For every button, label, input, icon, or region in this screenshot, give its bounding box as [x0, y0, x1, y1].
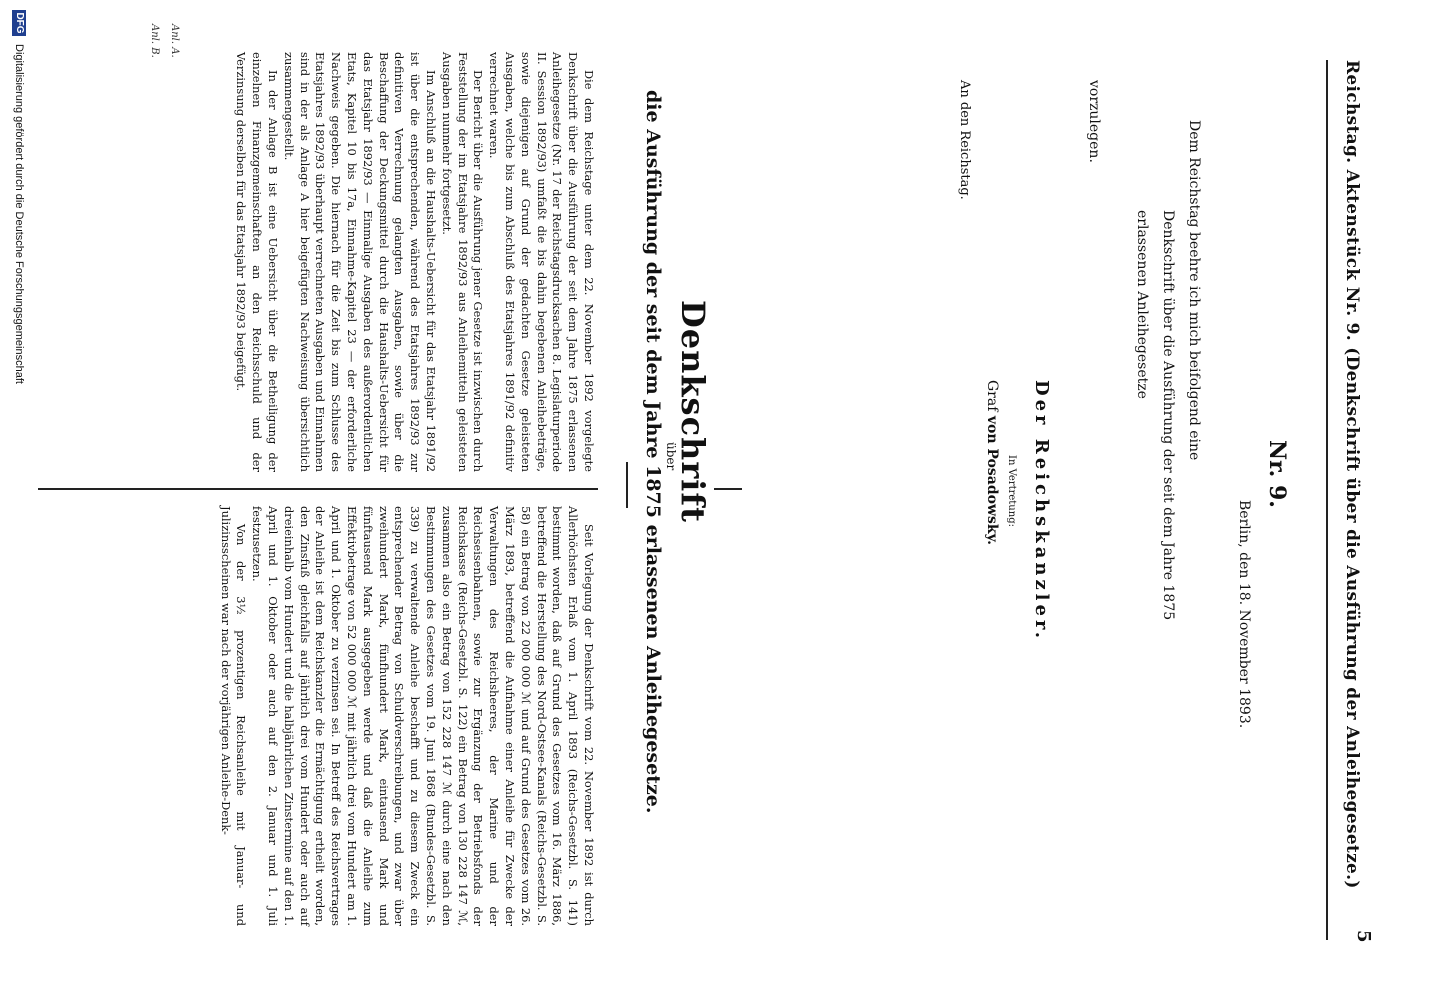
- document-title: Denkschrift: [674, 300, 712, 523]
- footer-credit: Digitalisierung gefördert durch die Deutsche Forschungsgemeinschaft: [13, 44, 25, 384]
- paragraph: Seit Vorlegung der Denkschrift vom 22. November 1892 ist durch Allerhöchsten Erlaß vom 1. April 1893 (Reichs-Gesetzbl. S. 141) bestimmt worden, daß auf Grund des Gesetzes vom 16. März 1886, betreffend die Herstellung des Nord-Ostsee-Kanals (Reichs-Gesetzbl. S. 58) ein Betrag von 22 000 000 ℳ und auf Grund des Gesetzes vom 26. März 1893, betreffend die Aufnahme einer Anleihe für Zwecke der Verwaltungen des Reichsheeres, der Marine und der Reichseisenbahnen, sowie zur Ergänzung der Betriebsfonds der Reichskasse (Reichs-Gesetzbl. S. 122) ein Betrag von 130 228 147 ℳ, zusammen also ein Betrag von 152 228 147 ℳ durch eine nach den Bestimmungen des Gesetzes vom 19. Juni 1868 (Bundes-Gesetzbl. S. 339) zu verwaltende Anleihe beschafft und zu diesem Zweck ein entsprechender Betrag von Schuldverschreibungen, und zwar über zweihundert Mark, fünfhundert Mark, eintausend Mark und fünftausend Mark ausgegeben werde und daß die Anleihe zum Effektivbetrage von 52 000 000 ℳ mit jährlich drei vom Hundert am 1. April und 1. Oktober zu verzinsen sei. In Betreff des Reichsvertrages der Anleihe ist dem Reichskanzler die Ermächtigung ertheilt worden, den Zinsfuß gleichfalls auf jährlich drei vom Hundert oder auch auf dreieinhalb vom Hundert und die halbjährlichen Zinstermine auf den 1. April und 1. Oktober oder auch auf den 2. Januar und 1. Juli festzusetzen.: [250, 506, 596, 926]
- paragraph: Die dem Reichstage unter dem 22. November 1892 vorgelegte Denkschrift über die Ausführung der seit dem Jahre 1875 erlassenen Anleihegesetze (Nr. 17 der Reichstagsdrucksachen 8. Legislaturperiode II. Session 1892/93) umfaßt die bis dahin begebenen Anleihebeträge, sowie diejenigen auf Grund der gedachten Gesetze geleisteten Ausgaben, welche bis zum Abschluß des Etatsjahres 1891/92 definitiv verrechnet waren.: [487, 52, 596, 472]
- paragraph: Der Bericht über die Ausführung jener Gesetze ist inzwischen durch Feststellung der im Etatsjahre 1892/93 aus Anleihemitteln geleisteten Ausgaben nunmehr fortgesetzt.: [439, 52, 486, 472]
- intro-line: erlassenen Anleihegesetze: [1134, 210, 1150, 399]
- signer-surname: von Posadowsky.: [984, 415, 1000, 545]
- header-rule: [1326, 60, 1328, 940]
- page-number: 5: [1353, 930, 1374, 943]
- signer-prefix: Graf: [984, 380, 1000, 412]
- running-head: Reichstag. Aktenstück Nr. 9. (Denkschrift über die Ausführung der Anleihegesetze.): [1342, 60, 1362, 889]
- paragraph: In der Anlage B ist eine Uebersicht über die Betheiligung der einzelnen Finanzgemeinschaften an den Reichsschuld und der Verzinsung derselben für das Etatsjahr 1892/93 beigefügt.: [234, 52, 281, 472]
- title-rule: [714, 488, 742, 490]
- dateline: Berlin, den 18. November 1893.: [1236, 500, 1252, 729]
- margin-note: Anl. B.: [149, 24, 160, 58]
- section-rule: [626, 462, 628, 508]
- left-column: [233, 52, 596, 472]
- salutation: Dem Reichstag beehre ich mich beifolgend eine: [1186, 120, 1202, 461]
- cover-letter: [1129, 120, 1207, 640]
- column-divider: [38, 488, 598, 490]
- recipient: An den Reichstag.: [957, 80, 972, 200]
- document-subtitle: die Ausführung der seit dem Jahre 1875 erlassenen Anleihegesetze.: [642, 90, 664, 814]
- dfg-logo: DFG: [12, 10, 26, 36]
- paragraph: Von der 3½ prozentigen Reichsanleihe mit Januar- und Julizinsscheinen war nach der vorjährigen Anleihe-Denk-: [218, 506, 249, 926]
- signoff: vorzulegen.: [1086, 80, 1102, 163]
- title-connector: über: [664, 442, 678, 471]
- signer-title: Der Reichskanzler.: [1031, 380, 1052, 643]
- margin-note: Anl. A.: [169, 24, 180, 58]
- paragraph: Im Anschluß an die Haushalts-Uebersicht für das Etatsjahr 1891/92 ist über die entsprechenden, während des Etatsjahres 1892/93 zur definitiven Verrechnung gelangten Ausgaben, sowie über die Beschaffung der Deckungsmittel durch die Haushalts-Uebersicht für das Etatsjahr 1892/93 — Einmalige Ausgaben des außerordentlichen Etats, Kapitel 10 bis 17a, Einnahme-Kapitel 23 — der erforderliche Nachweis gegeben. Die hiernach für die Zeit bis zum Schlusse des Etatsjahres 1892/93 überhaupt verrechneten Ausgaben und Einnahmen sind in der als Anlage A hier beigefügten Nachweisung übersichtlich zusammengestellt.: [281, 52, 439, 472]
- signer-name: [984, 380, 1000, 545]
- intro-line: Denkschrift über die Ausführung der seit dem Jahre 1875: [1160, 210, 1176, 621]
- signer-role: In Vertretung:: [1006, 455, 1017, 527]
- document-number: Nr. 9.: [1264, 440, 1290, 508]
- digitization-footer: [8, 0, 28, 1000]
- right-column: [217, 506, 596, 926]
